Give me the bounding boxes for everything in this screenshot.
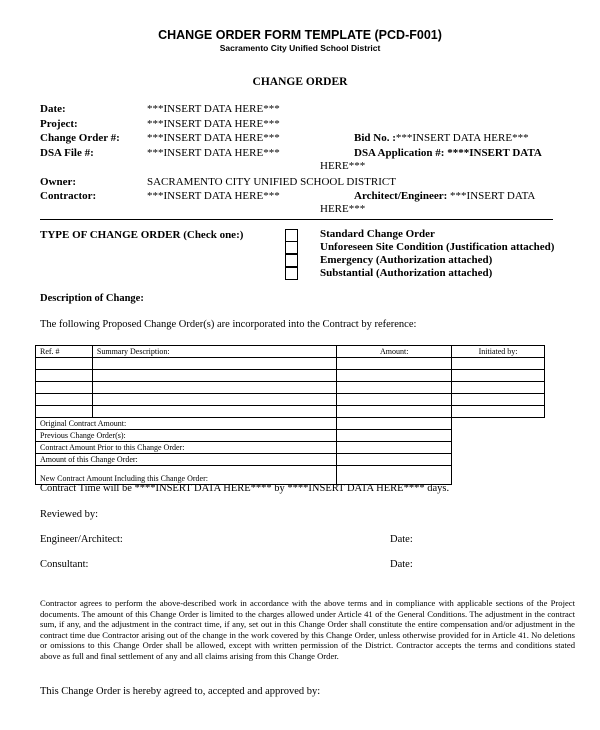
option-unforeseen: Unforeseen Site Condition (Justification attached) [320, 241, 555, 253]
architect-label: Architect/Engineer: [354, 190, 448, 202]
table-cell[interactable] [337, 382, 452, 394]
contract-time-value-2[interactable]: ****INSERT DATA HERE**** [287, 483, 425, 494]
header-initiated: Initiated by: [452, 346, 545, 358]
date-value[interactable]: ***INSERT DATA HERE*** [147, 103, 280, 115]
table-cell[interactable] [92, 382, 336, 394]
table-header-row [36, 346, 545, 358]
option-standard: Standard Change Order [320, 228, 435, 240]
checkbox-substantial[interactable] [285, 267, 298, 280]
summary-row [36, 442, 545, 454]
summary-amount[interactable] [337, 454, 452, 466]
table-cell[interactable] [92, 358, 336, 370]
table-row [36, 406, 545, 418]
dsa-app-label: DSA Application #: [354, 147, 445, 159]
table-cell[interactable] [92, 406, 336, 418]
dsa-file-value[interactable]: ***INSERT DATA HERE*** [147, 147, 280, 159]
owner-value[interactable]: SACRAMENTO CITY UNIFIED SCHOOL DISTRICT [147, 176, 396, 188]
architect-line [354, 190, 535, 202]
bid-no-value[interactable]: ***INSERT DATA HERE*** [395, 132, 529, 144]
table-cell[interactable] [452, 394, 545, 406]
header-amount: Amount: [337, 346, 452, 358]
table-cell[interactable] [36, 394, 93, 406]
dsa-app-value-1[interactable]: ****INSERT DATA [447, 147, 542, 159]
summary-row [36, 466, 545, 485]
district-name: Sacramento City Unified School District [219, 43, 381, 53]
reviewed-by-label: Reviewed by: [40, 509, 99, 520]
option-emergency: Emergency (Authorization attached) [320, 254, 493, 266]
consultant-date-label: Date: [390, 559, 413, 570]
section-title: CHANGE ORDER [252, 76, 348, 88]
dsa-app-value-2[interactable]: HERE*** [320, 160, 366, 172]
summary-amount[interactable] [337, 442, 452, 454]
type-label: TYPE OF CHANGE ORDER (Check one:) [40, 229, 244, 241]
dsa-app-line [354, 147, 542, 159]
table-cell[interactable] [452, 382, 545, 394]
contract-time-middle: by [271, 483, 288, 494]
form-title: CHANGE ORDER FORM TEMPLATE (PCD-F001) [158, 28, 442, 42]
summary-row [36, 430, 545, 442]
project-value[interactable]: ***INSERT DATA HERE*** [147, 118, 280, 130]
summary-blank [452, 430, 545, 442]
architect-value-1[interactable]: ***INSERT DATA [450, 190, 536, 202]
summary-label: Previous Change Order(s): [36, 430, 337, 442]
checkbox-emergency[interactable] [285, 254, 298, 267]
table-row [36, 358, 545, 370]
dsa-file-label: DSA File #: [40, 147, 94, 159]
summary-label: Contract Amount Prior to this Change Order: [36, 442, 337, 454]
table-cell[interactable] [36, 370, 93, 382]
date-label: Date: [40, 103, 66, 115]
contract-time-prefix: Contract Time will be [40, 483, 135, 494]
summary-amount[interactable] [337, 430, 452, 442]
summary-label: New Contract Amount Including this Change Order: [36, 466, 337, 485]
table-row [36, 370, 545, 382]
table-cell[interactable] [337, 406, 452, 418]
bid-no-line [354, 132, 529, 144]
summary-label: Original Contract Amount: [36, 418, 337, 430]
divider-line [40, 219, 553, 220]
bid-no-label: Bid No. : [354, 132, 396, 144]
table-row [36, 394, 545, 406]
contract-time-line [40, 483, 449, 494]
contract-time-suffix: days. [424, 483, 450, 494]
summary-blank [452, 442, 545, 454]
table-cell[interactable] [337, 370, 452, 382]
summary-row [36, 418, 545, 430]
consultant-label: Consultant: [40, 559, 89, 570]
change-order-value[interactable]: ***INSERT DATA HERE*** [147, 132, 280, 144]
engineer-date-label: Date: [390, 534, 413, 545]
option-substantial: Substantial (Authorization attached) [320, 267, 493, 279]
change-order-table [35, 345, 545, 485]
contractor-label: Contractor: [40, 190, 97, 202]
description-intro: The following Proposed Change Order(s) are incorporated into the Contract by reference: [40, 319, 417, 330]
contractor-value[interactable]: ***INSERT DATA HERE*** [147, 190, 280, 202]
table-cell[interactable] [337, 394, 452, 406]
approval-text: This Change Order is hereby agreed to, accepted and approved by: [40, 686, 321, 697]
checkbox-unforeseen[interactable] [285, 241, 298, 254]
project-label: Project: [40, 118, 78, 130]
disclaimer-text: Contractor agrees to perform the above-described work in accordance with the above terms and in compliance with applicable sections of the Project documents. The amount of this Change Order is limited to the charges allowed under Article 41 of the General Conditions. The adjustment in the contract sum, if any, and the adjustment in the contract time, if any, set out in this Change Order shall constitute the entire compensation and/or adjustment in the contract time due Contractor arising out of the change in the work covered by this Change Order, unless otherwise provided for in Article 41. No deletions or omissions to this Change Order shall be allowed, except with written permission of the District. Contractor accepts the terms and conditions stated above as full and final settlement of any and all claims arising from this Change Order. [40, 598, 575, 661]
header-summary: Summary Description: [92, 346, 336, 358]
table-cell[interactable] [92, 394, 336, 406]
engineer-label: Engineer/Architect: [40, 534, 123, 545]
change-order-label: Change Order #: [40, 132, 120, 144]
architect-value-2[interactable]: HERE*** [320, 203, 366, 215]
table-cell[interactable] [36, 406, 93, 418]
table-cell[interactable] [452, 370, 545, 382]
contract-time-value-1[interactable]: ****INSERT DATA HERE**** [134, 483, 272, 494]
header-ref: Ref. # [36, 346, 93, 358]
table-cell[interactable] [452, 358, 545, 370]
table-cell[interactable] [452, 406, 545, 418]
table-cell[interactable] [36, 382, 93, 394]
table-row [36, 382, 545, 394]
summary-amount[interactable] [337, 466, 452, 485]
summary-blank [452, 418, 545, 430]
summary-row [36, 454, 545, 466]
description-label: Description of Change: [40, 293, 144, 304]
table-cell[interactable] [337, 358, 452, 370]
table-cell[interactable] [92, 370, 336, 382]
summary-amount[interactable] [337, 418, 452, 430]
summary-blank [452, 466, 545, 485]
summary-blank [452, 454, 545, 466]
table-cell[interactable] [36, 358, 93, 370]
owner-label: Owner: [40, 176, 77, 188]
summary-label: Amount of this Change Order: [36, 454, 337, 466]
